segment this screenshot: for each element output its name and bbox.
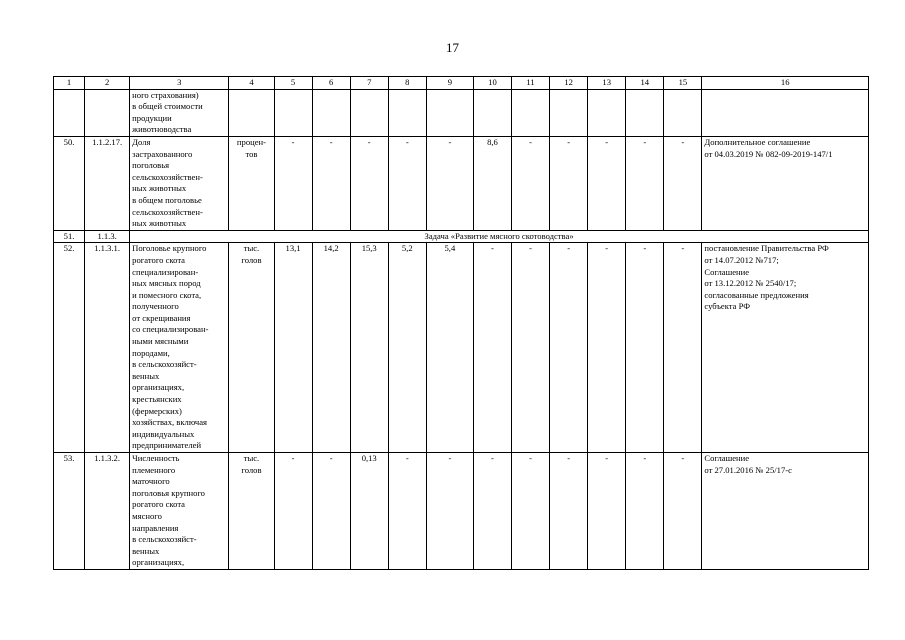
value-cell: 5,4 bbox=[426, 243, 473, 453]
table-row bbox=[54, 89, 869, 136]
column-number-9: 9 bbox=[426, 77, 473, 90]
indicator-name-line: в общем поголовье bbox=[132, 194, 202, 205]
table-row bbox=[54, 243, 869, 453]
indicator-name bbox=[130, 243, 229, 453]
value-cell: 0,13 bbox=[350, 453, 388, 570]
row-code bbox=[85, 89, 130, 136]
row-code: 1.1.3.2. bbox=[85, 453, 130, 570]
indicator-name-line: предпринимателей bbox=[132, 440, 202, 451]
indicator-name-line: Численность bbox=[132, 453, 180, 463]
indicator-name-line: направления bbox=[132, 522, 179, 533]
unit-of-measure-line: голов bbox=[241, 254, 262, 265]
indicator-name-line: Доля bbox=[132, 136, 151, 147]
column-number-15: 15 bbox=[664, 77, 702, 90]
value-cell: 15,3 bbox=[350, 243, 388, 453]
value-cell bbox=[473, 89, 511, 136]
indicator-name-line: ных животных bbox=[132, 183, 187, 194]
indicator-name-line: в сельскохозяйст- bbox=[132, 359, 197, 370]
value-cell bbox=[388, 89, 426, 136]
unit-of-measure-line: процен- bbox=[236, 136, 266, 147]
indicator-name-line: индивидуальных bbox=[132, 428, 195, 439]
column-number-12: 12 bbox=[550, 77, 588, 90]
indicator-name-line: племенного bbox=[132, 464, 176, 475]
indicator-name-line: венных bbox=[132, 370, 160, 381]
column-number-3: 3 bbox=[130, 77, 229, 90]
value-cell bbox=[588, 89, 626, 136]
value-cell: - bbox=[274, 136, 312, 230]
value-cell bbox=[350, 89, 388, 136]
indicator-name-line: застрахованного bbox=[132, 148, 193, 159]
value-cell bbox=[274, 89, 312, 136]
source-document bbox=[702, 243, 869, 453]
value-cell: - bbox=[312, 136, 350, 230]
source-document-line: от 13.12.2012 № 2540/17; bbox=[704, 278, 797, 289]
value-cell: - bbox=[550, 453, 588, 570]
unit-of-measure bbox=[229, 453, 274, 570]
value-cell: 13,1 bbox=[274, 243, 312, 453]
value-cell: - bbox=[274, 453, 312, 570]
source-document-line: от 04.03.2019 № 082-09-2019-147/1 bbox=[704, 148, 833, 159]
indicator-name bbox=[130, 136, 229, 230]
indicator-name-line: полученного bbox=[132, 301, 179, 312]
column-number-5: 5 bbox=[274, 77, 312, 90]
row-code: 1.1.3.1. bbox=[85, 243, 130, 453]
unit-of-measure bbox=[229, 136, 274, 230]
indicators-table bbox=[53, 76, 869, 570]
source-document-line: от 27.01.2016 № 25/17-с bbox=[704, 464, 792, 475]
indicator-name-line: (фермерских) bbox=[132, 405, 182, 416]
indicator-name-line: рогатого скота bbox=[132, 254, 185, 265]
value-cell bbox=[550, 89, 588, 136]
page-number: 17 bbox=[446, 40, 459, 55]
indicator-name-line: породами, bbox=[132, 347, 170, 358]
indicator-name-line: сельскохозяйствен- bbox=[132, 206, 203, 217]
value-cell: - bbox=[664, 243, 702, 453]
indicator-name-line: ными мясными bbox=[132, 336, 189, 347]
indicator-name-line: организациях, bbox=[132, 557, 185, 568]
value-cell: - bbox=[512, 453, 550, 570]
column-number-11: 11 bbox=[512, 77, 550, 90]
column-number-8: 8 bbox=[388, 77, 426, 90]
indicator-name-line: сельскохозяйствен- bbox=[132, 171, 203, 182]
source-document bbox=[702, 453, 869, 570]
indicator-name-line: организациях, bbox=[132, 382, 185, 393]
indicator-name-line: и помесного скота, bbox=[132, 289, 202, 300]
row-number: 53. bbox=[54, 453, 85, 570]
value-cell bbox=[512, 89, 550, 136]
source-document-line: субъекта РФ bbox=[704, 301, 751, 312]
value-cell: - bbox=[473, 243, 511, 453]
value-cell: - bbox=[512, 243, 550, 453]
row-code: 1.1.3. bbox=[85, 230, 130, 243]
indicator-name-line: Поголовье крупного bbox=[132, 243, 207, 254]
indicator-name-line: со специализирован- bbox=[132, 324, 209, 335]
value-cell bbox=[312, 89, 350, 136]
indicator-name-line: в сельскохозяйст- bbox=[132, 534, 197, 545]
value-cell bbox=[426, 89, 473, 136]
value-cell: - bbox=[588, 453, 626, 570]
indicator-name-line: специализирован- bbox=[132, 266, 199, 277]
indicator-name-line: маточного bbox=[132, 476, 170, 487]
value-cell: - bbox=[388, 136, 426, 230]
column-number-14: 14 bbox=[626, 77, 664, 90]
source-document-line: постановление Правительства РФ bbox=[704, 243, 829, 254]
unit-of-measure-line: тыс. bbox=[243, 453, 260, 463]
column-number-16: 16 bbox=[702, 77, 869, 90]
indicator-name-line: рогатого скота bbox=[132, 499, 185, 510]
value-cell: - bbox=[588, 136, 626, 230]
indicator-name-line: поголовья bbox=[132, 160, 170, 171]
column-number-13: 13 bbox=[588, 77, 626, 90]
source-document-line: согласованные предложения bbox=[704, 289, 809, 300]
value-cell: 8,6 bbox=[473, 136, 511, 230]
row-number bbox=[54, 89, 85, 136]
value-cell: 5,2 bbox=[388, 243, 426, 453]
value-cell: - bbox=[388, 453, 426, 570]
unit-of-measure bbox=[229, 89, 274, 136]
row-number: 50. bbox=[54, 136, 85, 230]
column-number-4: 4 bbox=[229, 77, 274, 90]
table-row bbox=[54, 453, 869, 570]
value-cell: - bbox=[426, 453, 473, 570]
source-document bbox=[702, 136, 869, 230]
column-number-7: 7 bbox=[350, 77, 388, 90]
value-cell: - bbox=[626, 136, 664, 230]
value-cell bbox=[626, 89, 664, 136]
column-number-10: 10 bbox=[473, 77, 511, 90]
indicator-name-line: в общей стоимости bbox=[132, 101, 203, 112]
value-cell: - bbox=[664, 453, 702, 570]
column-number-6: 6 bbox=[312, 77, 350, 90]
indicator-name-line: ного страхования) bbox=[132, 89, 199, 100]
indicator-name-line: мясного bbox=[132, 510, 162, 521]
indicator-name-line: животноводства bbox=[132, 124, 192, 135]
value-cell: - bbox=[312, 453, 350, 570]
unit-of-measure bbox=[229, 243, 274, 453]
value-cell: - bbox=[350, 136, 388, 230]
indicator-name-line: ных животных bbox=[132, 218, 187, 229]
row-number: 51. bbox=[54, 230, 85, 243]
value-cell: - bbox=[550, 243, 588, 453]
unit-of-measure-line: тыс. bbox=[243, 243, 260, 254]
indicator-name-line: поголовья крупного bbox=[132, 487, 205, 498]
column-number-2: 2 bbox=[85, 77, 130, 90]
value-cell: - bbox=[626, 243, 664, 453]
source-document-line: Соглашение bbox=[704, 453, 750, 463]
value-cell: - bbox=[512, 136, 550, 230]
task-title: Задача «Развитие мясного скотоводства» bbox=[130, 230, 869, 243]
value-cell: - bbox=[626, 453, 664, 570]
column-number-row bbox=[54, 77, 869, 90]
indicator-name-line: ных мясных пород bbox=[132, 278, 201, 289]
unit-of-measure-line: голов bbox=[241, 464, 262, 475]
indicator-name bbox=[130, 89, 229, 136]
row-code: 1.1.2.17. bbox=[85, 136, 130, 230]
source-document-line: от 14.07.2012 №717; bbox=[704, 254, 779, 265]
value-cell: - bbox=[473, 453, 511, 570]
source-document-line: Дополнительное соглашение bbox=[704, 136, 811, 147]
indicator-name-line: венных bbox=[132, 545, 160, 556]
indicator-name bbox=[130, 453, 229, 570]
indicator-name-line: от скрещивания bbox=[132, 312, 191, 323]
indicator-name-line: продукции bbox=[132, 112, 172, 123]
value-cell bbox=[664, 89, 702, 136]
indicator-name-line: крестьянских bbox=[132, 394, 182, 405]
source-document bbox=[702, 89, 869, 136]
value-cell: - bbox=[426, 136, 473, 230]
row-number: 52. bbox=[54, 243, 85, 453]
source-document-line: Соглашение bbox=[704, 266, 750, 277]
table-row bbox=[54, 136, 869, 230]
value-cell: - bbox=[550, 136, 588, 230]
value-cell: - bbox=[588, 243, 626, 453]
indicator-name-line: хозяйствах, включая bbox=[132, 417, 208, 428]
value-cell: 14,2 bbox=[312, 243, 350, 453]
unit-of-measure-line: тов bbox=[245, 148, 258, 159]
value-cell: - bbox=[664, 136, 702, 230]
table-row bbox=[54, 230, 869, 243]
column-number-1: 1 bbox=[54, 77, 85, 90]
